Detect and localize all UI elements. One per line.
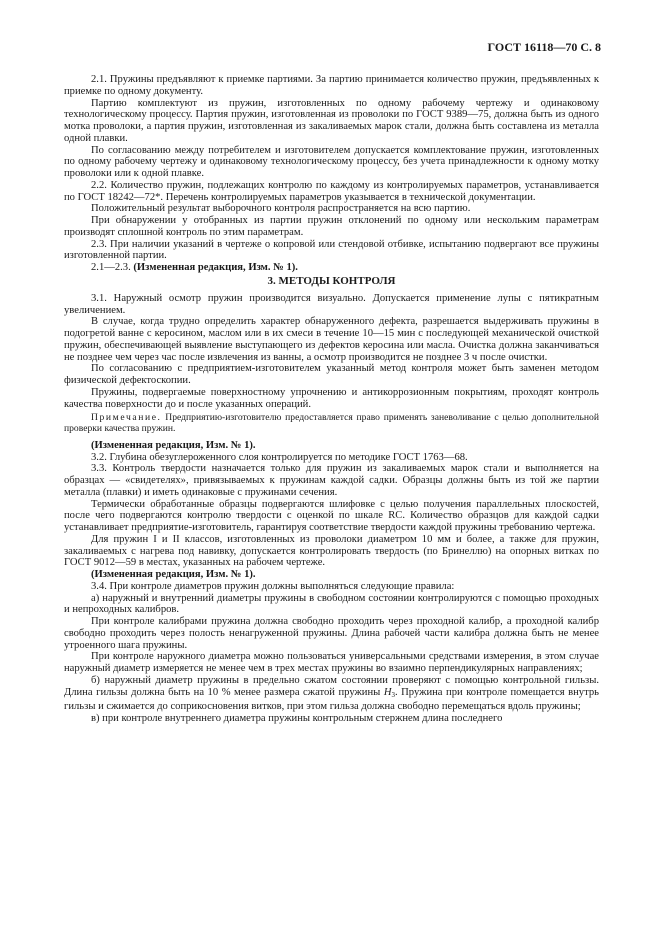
height-variable: H [383,686,392,698]
revision-note-3-1: (Измененная редакция, Изм. № 1). [91,439,256,451]
paragraph-universal-tools: При контроле наружного диаметра можно пользоваться универсальными средствами измерения, в этом случае наружный диаметр измеряется не менее чем в трех местах пружины во взаимно перпендикулярных направлениях; [64,651,599,675]
height-subscript: 3 [391,690,395,699]
paragraph-batch-composition: Партию комплектуют из пружин, изготовленных по одному рабочему чертежу и одинаковому технологическому процессу. Партия пружин, изготовленная из проволоки по ГОСТ 9389—75, должна быть из одного мотка проволоки, а партия пружин, изготовленная из закаливаемых марок стали, должна быть составлена из металла одной плавки. [64,97,599,144]
paragraph-defectoscopy: По согласованию с предприятием-изготовителем указанный метод контроля может быть заменен методом физической дефектоскопии. [64,363,599,386]
paragraph-rule-a: а) наружный и внутренний диаметры пружины в свободном состоянии контролируются с помощью проходных и непроходных калибров. [64,592,599,616]
paragraph-3-3: 3.3. Контроль твердости назначается только для пружин из закаливаемых марок стали и выполняется на образцах — «свидетелях», привязываемых к пружинам каждой садки. Образцы должны быть из той же партии металла (плавки) и иметь одинаковые с пружинами сечения. [64,463,599,498]
paragraph-surface-control: Пружины, подвергаемые поверхностному упрочнению и антикоррозионным покрытиям, проходят контроль качества поверхности до и после указанных операций. [64,386,599,410]
note [64,413,599,435]
paragraph-hardness-samples: Термически обработанные образцы подвергаются шлифовке с целью получения параллельных плоскостей, после чего подвергаются контролю твердости с оценкой по шкале RC. Количество образцов для каждой садки устанавливает предприятие-изготовитель, гарантируя соответствие твердости каждой пружины требованию чертежа. [64,498,599,534]
paragraph-rule-c: в) при контроле внутреннего диаметра пружины контрольным стержнем длина последнего [91,713,503,725]
paragraph-gauge-control: При контроле калибрами пружина должна свободно проходить через проходной калибр, а проходной калибр свободно проходить через полость ненагруженной пружины. Длина рабочей части калибра должна быть не менее утроенного шага пружины. [64,616,599,651]
paragraph-2-3: 2.3. При наличии указаний в чертеже о копровой или стендовой отбивке, испытанию подвергают все пружины изготовленной партии. [64,238,599,262]
paragraph-3-2: 3.2. Глубина обезуглероженного слоя контролируется по методике ГОСТ 1763—68. [91,451,468,463]
paragraph-deviation-control: При обнаружении у отобранных из партии пружин отклонений по одному или нескольким параметрам производят сплошной контроль по этим параметрам. [64,215,599,238]
note-label: Примечание. [91,412,162,424]
section-title: 3. МЕТОДЫ КОНТРОЛЯ [267,274,396,287]
paragraph-defect-bath: В случае, когда трудно определить характер обнаруженного дефекта, разрешается выдерживать пружины в подогретой ванне с керосином, маслом или в их смеси в течение 10—15 мин с последующей механической очисткой пружин, обеспечивающей выявление выступающего из дефектов керосина или масла. Очистка должна заканчиваться не позднее чем через час после извлечения из ванны, а осмотр производится не позднее 3 ч после очистки. [64,316,599,363]
paragraph-3-4: 3.4. При контроле диаметров пружин должны выполняться следующие правила: [91,580,455,592]
revision-note-3-3: (Измененная редакция, Изм. № 1). [91,569,256,581]
paragraph-positive-result: Положительный результат выборочного контроля распространяется на всю партию. [91,203,471,215]
paragraph-2-1: 2.1. Пружины предъявляют к приемке партиями. За партию принимается количество пружин, предъявленных к приемке по одному документу. [64,74,599,97]
page-header: ГОСТ 16118—70 С. 8 [487,40,601,54]
paragraph-rule-b [64,675,599,713]
paragraph-revision-2 [64,262,599,274]
rule-b-text-start: б) наружный диаметр пружины в предельно сжатом состоянии проверяют с помощью контрольной гильзы. Длина гильзы должна быть на 10 % менее размера сжатой пружины [64,674,599,698]
paragraph-batch-agreement: По согласованию между потребителем и изготовителем допускается комплектование пружин, изготовленных по одному рабочему чертежу и одинаковому технологическому процессу, без учета принадлежности к одному мотку проволоки или к одной плавке. [64,144,599,179]
paragraph-2-2: 2.2. Количество пружин, подлежащих контролю по каждому из контролируемых параметров, устанавливается по ГОСТ 18242—72*. Перечень контролируемых параметров указывается в технической документации. [64,179,599,203]
paragraph-3-1: 3.1. Наружный осмотр пружин производится визуально. Допускается применение лупы с пятикратным увеличением. [64,292,599,316]
revision-note: (Измененная редакция, Изм. № 1). [133,262,298,273]
paragraph-brinell: Для пружин I и II классов, изготовленных из проволоки диаметром 10 мм и более, а также для пружин, закаливаемых с нагрева под навивку, допускается контролировать твердость (по Бринеллю) на опорных витках по ГОСТ 9012—59 в местах, указанных на рабочем чертеже. [64,533,599,569]
note-text: Предприятию-изготовителю предоставляется право применять заневоливание с целью дополнительной проверки качества пружин. [64,412,599,435]
rule-b-text-end: . Пружина при контроле помещается внутрь гильзы и сжимается до соприкосновения витков, при этом гильза должна свободно перемещаться вдоль пружины; [64,686,599,713]
revision-range: 2.1—2.3. [91,262,131,273]
